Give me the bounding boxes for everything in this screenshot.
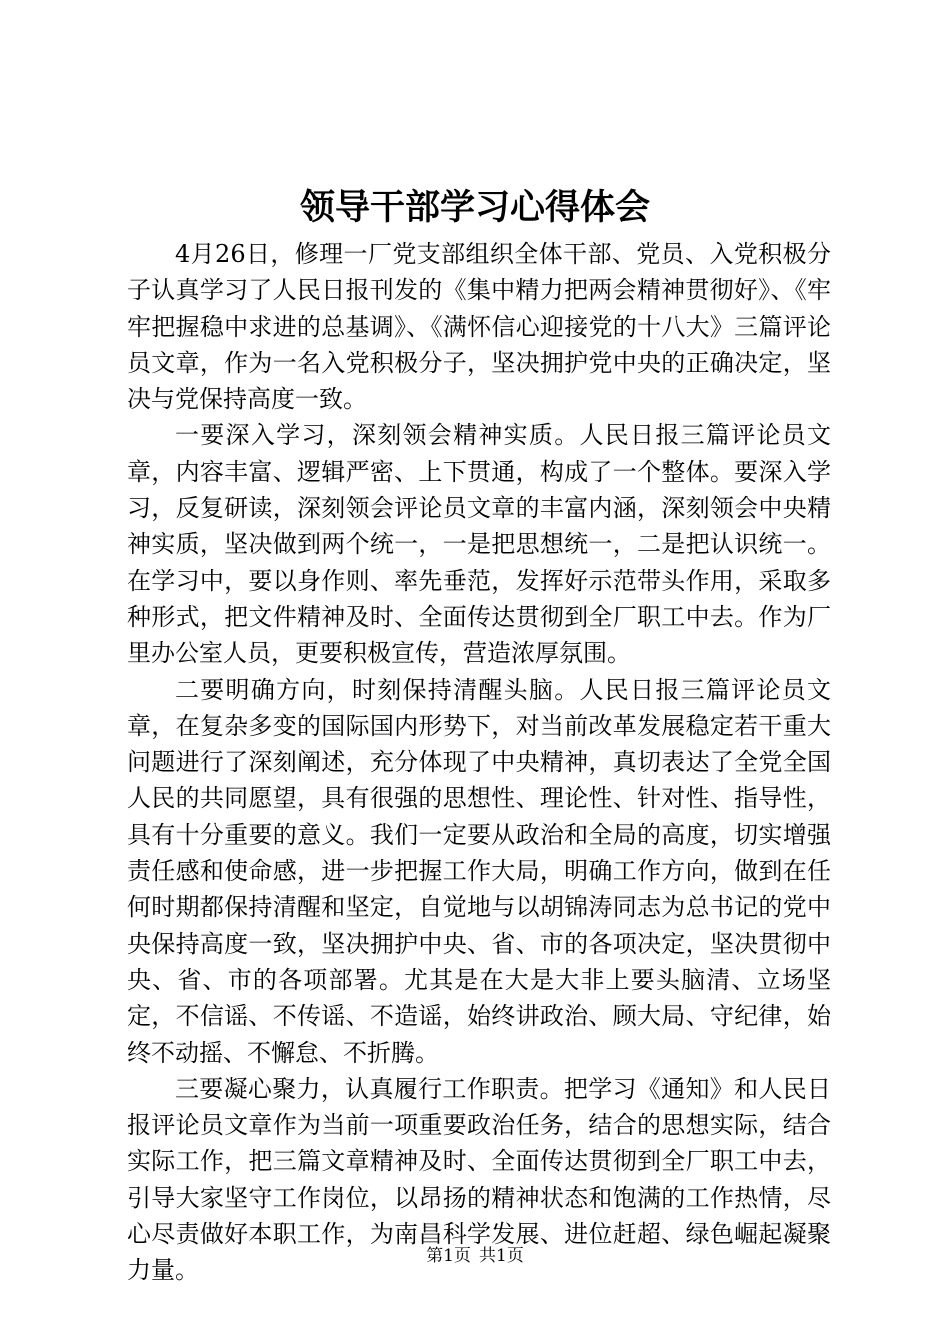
paragraph-intro: 4月26日，修理一厂党支部组织全体干部、党员、入党积极分子认真学习了人民日报刊发的《集中精力把两会精神贯彻好》、《牢牢把握稳中求进的总基调》、《满怀信心迎接党的十八大》三篇评论员文章，作为一名入党积极分子，坚决拥护党中央的正确决定，坚决与党保持高度一致。	[127, 240, 831, 414]
document-title: 领导干部学习心得体会	[299, 187, 650, 228]
page-total: 共1页	[479, 1246, 524, 1266]
paragraph-point-two: 二要明确方向，时刻保持清醒头脑。人民日报三篇评论员文章，在复杂多变的国际国内形势下，对当前改革发展稳定若干重大问题进行了深刻阐述，充分体现了中央精神，真切表达了全党全国人民的共同愿望，具有很强的思想性、理论性、针对性、指导性，具有十分重要的意义。我们一定要从政治和全局的高度，切实增强责任感和使命感，进一步把握工作大局，明确工作方向，做到在任何时期都保持清醒和坚定，自觉地与以胡锦涛同志为总书记的党中央保持高度一致，坚决拥护中央、省、市的各项决定，坚决贯彻中央、省、市的各项部署。尤其是在大是大非上要头脑清、立场坚定，不信谣、不传谣、不造谣，始终讲政治、顾大局、守纪律，始终不动摇、不懈怠、不折腾。	[127, 675, 831, 1067]
paragraph-point-three: 三要凝心聚力，认真履行工作职责。把学习《通知》和人民日报评论员文章作为当前一项重要政治任务，结合的思想实际，结合实际工作，把三篇文章精神及时、全面传达贯彻到全厂职工中去，引导大家坚守工作岗位，以昂扬的精神状态和饱满的工作热情，尽心尽责做好本职工作，为南昌科学发展、进位赶超、绿色崛起凝聚力量。	[127, 1074, 831, 1285]
page-footer	[0, 1244, 950, 1268]
paragraph-point-one: 一要深入学习，深刻领会精神实质。人民日报三篇评论员文章，内容丰富、逻辑严密、上下贯通，构成了一个整体。要深入学习，反复研读，深刻领会评论员文章的丰富内涵，深刻领会中央精神实质，坚决做到两个统一，一是把思想统一，二是把认识统一。在学习中，要以身作则、率先垂范，发挥好示范带头作用，采取多种形式，把文件精神及时、全面传达贯彻到全厂职工中去。作为厂里办公室人员，更要积极宣传，营造浓厚氛围。	[127, 421, 831, 668]
document-body	[127, 236, 831, 1289]
page-number: 第1页	[426, 1246, 471, 1266]
